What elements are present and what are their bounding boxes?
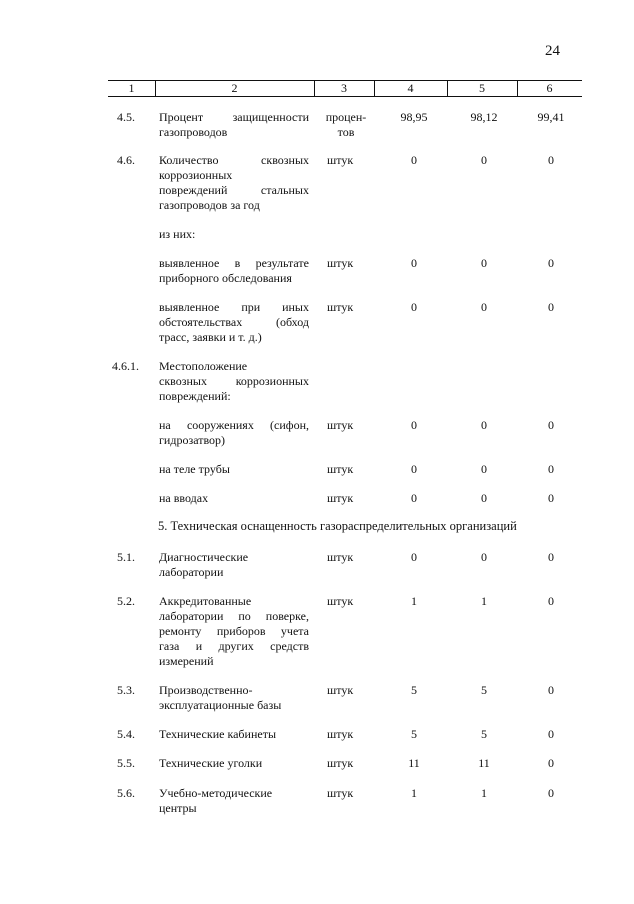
row-value-6: 0 bbox=[548, 727, 554, 741]
row-value-4: 1 bbox=[411, 594, 417, 608]
row-description: Учебно-методические центры bbox=[159, 786, 273, 815]
row-value-5: 0 bbox=[481, 418, 487, 432]
row-description: Производственно- эксплуатационные базы bbox=[159, 683, 282, 712]
row-unit: штук bbox=[327, 418, 354, 432]
row-value-4: 5 bbox=[411, 683, 417, 697]
row-description: Диагностические лаборатории bbox=[159, 550, 249, 579]
row-description: Аккредитованные лаборатории по поверке, ремонту приборов учета газа и других средств измерений bbox=[159, 594, 309, 668]
row-value-6: 0 bbox=[548, 153, 554, 167]
row-value-4: 0 bbox=[411, 256, 417, 270]
row-number: 5.2. bbox=[117, 594, 135, 608]
row-value-6: 0 bbox=[548, 683, 554, 697]
row-value-5: 1 bbox=[481, 786, 487, 800]
row-unit: штук bbox=[327, 594, 354, 608]
header-col-1: 1 bbox=[128, 81, 135, 95]
row-value-6: 0 bbox=[548, 594, 554, 608]
row-value-4: 1 bbox=[411, 786, 417, 800]
row-value-6: 0 bbox=[548, 550, 554, 564]
row-unit: штук bbox=[327, 727, 354, 741]
header-col-5: 5 bbox=[479, 81, 485, 95]
row-value-4: 0 bbox=[411, 418, 417, 432]
row-number: 5.3. bbox=[117, 683, 135, 697]
row-description: Технические уголки bbox=[159, 756, 263, 770]
row-number: 4.6.1. bbox=[112, 359, 139, 373]
row-unit: процен- тов bbox=[325, 110, 367, 139]
row-value-6: 0 bbox=[548, 786, 554, 800]
row-number: 4.5. bbox=[117, 110, 135, 124]
row-description: из них: bbox=[159, 227, 196, 241]
row-description: Процент защищенности газопроводов bbox=[159, 110, 309, 139]
row-value-6: 0 bbox=[548, 256, 554, 270]
row-value-6: 0 bbox=[548, 491, 554, 505]
row-number: 5.6. bbox=[117, 786, 135, 800]
section-title: 5. Техническая оснащенность газораспределительных организаций bbox=[158, 519, 517, 533]
row-number: 5.4. bbox=[117, 727, 135, 741]
row-description: Количество сквозных коррозионных повреждений стальных газопроводов за год bbox=[159, 153, 309, 212]
row-value-6: 99,41 bbox=[537, 110, 565, 124]
row-value-4: 0 bbox=[411, 491, 417, 505]
row-unit: штук bbox=[327, 550, 354, 564]
row-number: 5.5. bbox=[117, 756, 135, 770]
row-value-6: 0 bbox=[548, 462, 554, 476]
row-value-4: 0 bbox=[411, 300, 417, 314]
row-unit: штук bbox=[327, 256, 354, 270]
header-col-2: 2 bbox=[231, 81, 238, 95]
row-unit: штук bbox=[327, 491, 354, 505]
row-number: 5.1. bbox=[117, 550, 135, 564]
row-unit: штук bbox=[327, 153, 354, 167]
row-description: на теле трубы bbox=[159, 462, 230, 476]
row-description: на сооружениях (сифон, гидрозатвор) bbox=[159, 418, 309, 447]
row-unit: штук bbox=[327, 462, 354, 476]
page-number: 24 bbox=[545, 43, 560, 59]
row-value-4: 0 bbox=[411, 462, 417, 476]
row-value-4: 11 bbox=[408, 756, 420, 770]
row-value-5: 11 bbox=[478, 756, 490, 770]
row-value-5: 0 bbox=[481, 550, 487, 564]
row-unit: штук bbox=[327, 756, 354, 770]
row-value-6: 0 bbox=[548, 418, 554, 432]
row-value-5: 0 bbox=[481, 491, 487, 505]
header-col-4: 4 bbox=[407, 81, 414, 95]
row-value-4: 0 bbox=[411, 550, 417, 564]
row-description: Местоположение сквозных коррозионных повреждений: bbox=[159, 359, 309, 403]
row-value-4: 0 bbox=[411, 153, 417, 167]
row-description: Технические кабинеты bbox=[159, 727, 277, 741]
row-value-6: 0 bbox=[548, 300, 554, 314]
row-unit: штук bbox=[327, 300, 354, 314]
row-value-5: 0 bbox=[481, 153, 487, 167]
row-description: выявленное при иных обстоятельствах (обход трасс, заявки и т. д.) bbox=[159, 300, 309, 344]
row-value-5: 5 bbox=[481, 727, 487, 741]
header-col-6: 6 bbox=[546, 81, 553, 95]
row-description: выявленное в результате приборного обследования bbox=[159, 256, 309, 285]
row-unit: штук bbox=[327, 683, 354, 697]
row-number: 4.6. bbox=[117, 153, 135, 167]
row-description: на вводах bbox=[159, 491, 209, 505]
row-value-5: 0 bbox=[481, 256, 487, 270]
header-col-3: 3 bbox=[341, 81, 347, 95]
row-value-5: 1 bbox=[481, 594, 487, 608]
row-unit: штук bbox=[327, 786, 354, 800]
row-value-5: 5 bbox=[481, 683, 487, 697]
row-value-5: 98,12 bbox=[470, 110, 498, 124]
row-value-5: 0 bbox=[481, 300, 487, 314]
row-value-5: 0 bbox=[481, 462, 487, 476]
row-value-4: 5 bbox=[411, 727, 417, 741]
row-value-6: 0 bbox=[548, 756, 554, 770]
row-value-4: 98,95 bbox=[400, 110, 428, 124]
